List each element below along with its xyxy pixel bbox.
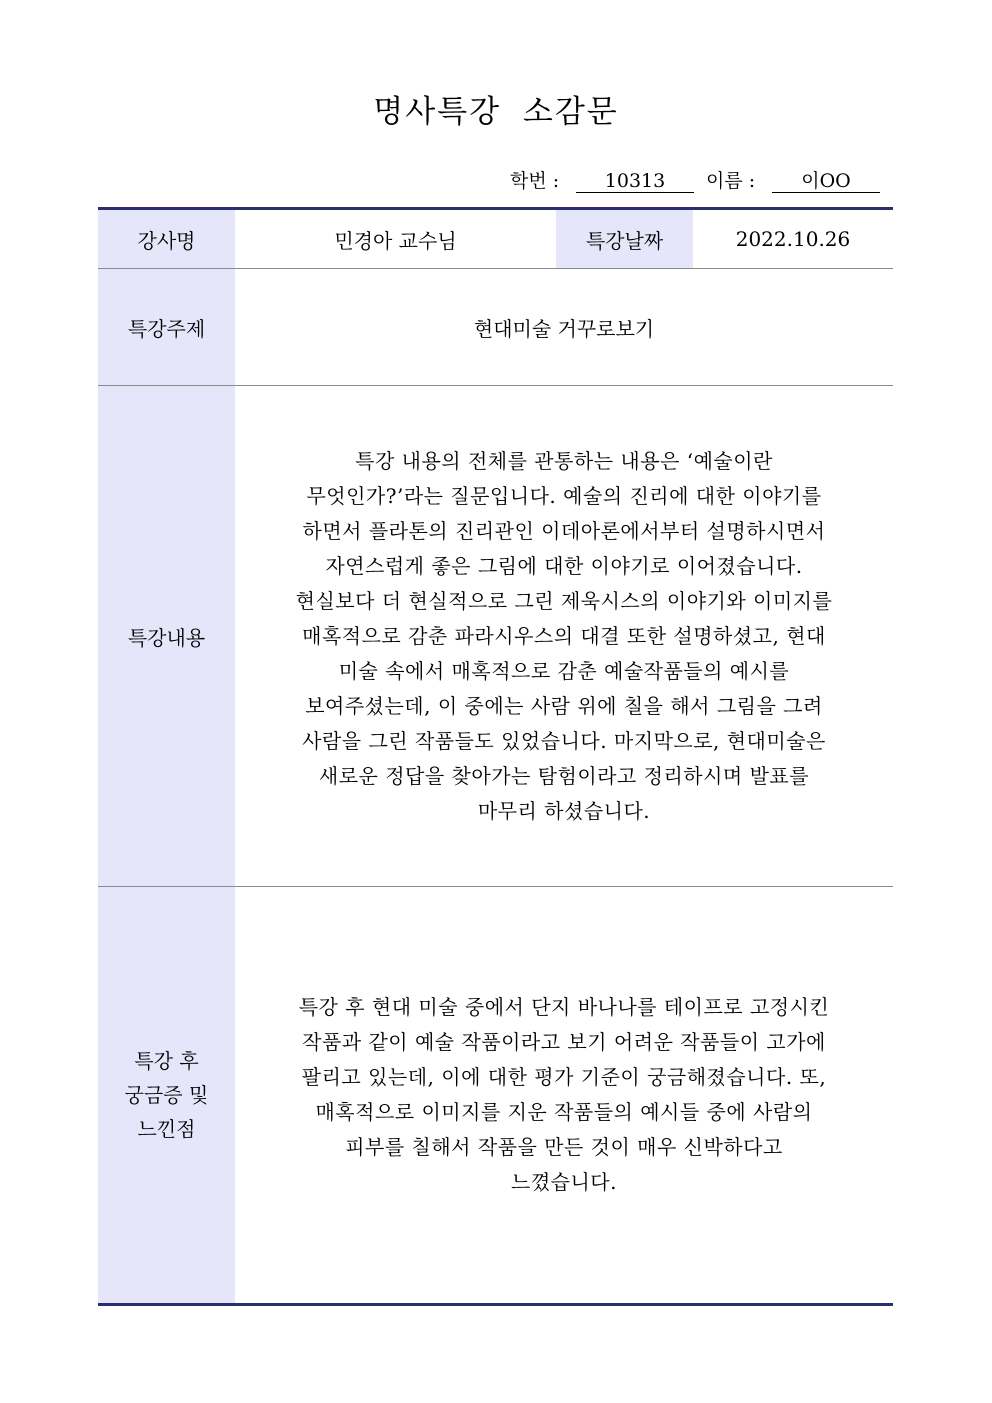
- content-label: 특강내용: [98, 386, 235, 887]
- student-info: [0, 168, 992, 196]
- impression-line: 특강 후 현대 미술 중에서 단지 바나나를 테이프로 고정시킨: [298, 995, 830, 1019]
- impression-line: 팔리고 있는데, 이에 대한 평가 기준이 궁금해졌습니다. 또,: [301, 1065, 827, 1089]
- topic-label: 특강주제: [98, 269, 235, 386]
- date-value: 2022.10.26: [693, 209, 893, 269]
- content-line: 보여주셨는데, 이 중에는 사람 위에 칠을 해서 그림을 그려: [305, 693, 823, 718]
- student-id-label: 학번 :: [510, 170, 560, 192]
- student-name-value: 이OO: [772, 168, 880, 193]
- lecturer-row: [98, 209, 893, 269]
- page-title: 명사특강 소감문: [373, 94, 619, 130]
- lecturer-label: 강사명: [98, 209, 235, 269]
- impression-row: [98, 887, 893, 1305]
- content-line: 무엇인가?’라는 질문입니다. 예술의 진리에 대한 이야기를: [306, 483, 822, 508]
- content-lines: [235, 444, 893, 829]
- impression-label: [98, 887, 235, 1305]
- impression-lines: [235, 990, 893, 1200]
- student-name-label: 이름 :: [706, 170, 756, 192]
- impression-line: 매혹적으로 이미지를 지운 작품들의 예시들 중에 사람의: [315, 1100, 813, 1124]
- content-line: 미술 속에서 매혹적으로 감춘 예술작품들의 예시를: [338, 658, 790, 683]
- impression-label-line: 특강 후: [134, 1049, 199, 1073]
- content-text: [235, 386, 893, 887]
- content-line: 자연스럽게 좋은 그림에 대한 이야기로 이어졌습니다.: [325, 553, 803, 578]
- content-line: 현실보다 더 현실적으로 그린 제욱시스의 이야기와 이미지를: [295, 588, 833, 613]
- report-table: [98, 207, 893, 1306]
- topic-value: 현대미술 거꾸로보기: [235, 269, 893, 386]
- content-line: 하면서 플라톤의 진리관인 이데아론에서부터 설명하시면서: [302, 518, 826, 543]
- content-line: 새로운 정답을 찾아가는 탐험이라고 정리하시며 발표를: [318, 763, 810, 788]
- lecturer-value: 민경아 교수님: [235, 209, 556, 269]
- impression-line: 작품과 같이 예술 작품이라고 보기 어려운 작품들이 고가에: [302, 1030, 826, 1054]
- topic-row: [98, 269, 893, 386]
- impression-label-line: 느낀점: [137, 1117, 196, 1141]
- content-row: [98, 386, 893, 887]
- content-line: 사람을 그린 작품들도 있었습니다. 마지막으로, 현대미술은: [302, 728, 826, 753]
- content-line: 매혹적으로 감춘 파라시우스의 대결 또한 설명하셨고, 현대: [302, 623, 826, 648]
- student-id-value: 10313: [576, 168, 694, 193]
- impression-line: 피부를 칠해서 작품을 만든 것이 매우 신박하다고: [345, 1135, 783, 1159]
- content-line: 특강 내용의 전체를 관통하는 내용은 ‘예술이란: [355, 448, 773, 473]
- impression-label-line: 궁금증 및: [124, 1083, 209, 1107]
- impression-text: [235, 887, 893, 1305]
- impression-line: 느꼈습니다.: [511, 1170, 617, 1194]
- content-line: 마무리 하셨습니다.: [477, 798, 651, 823]
- date-label: 특강날짜: [556, 209, 693, 269]
